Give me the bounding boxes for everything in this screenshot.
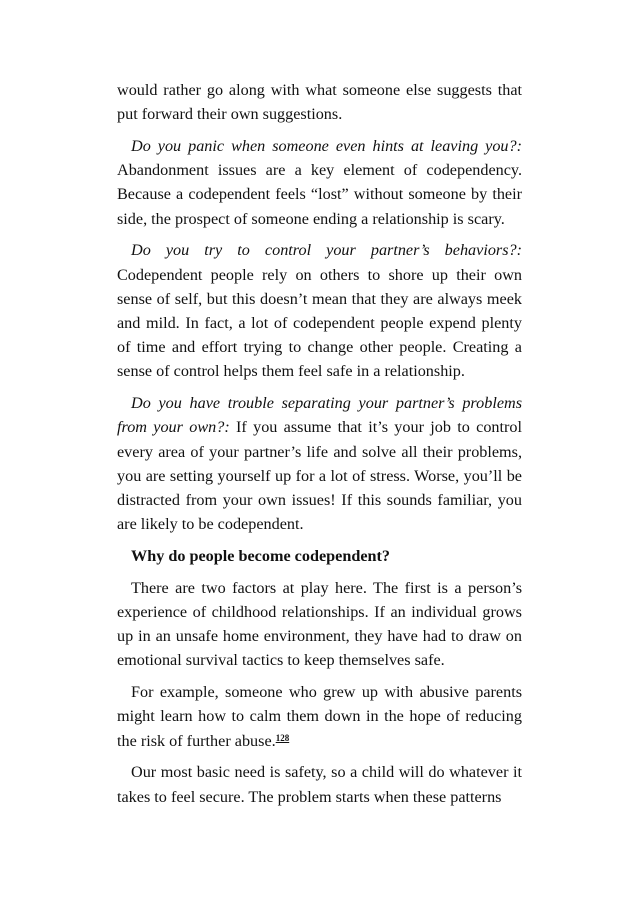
question-control: Do you try to control your partner’s behaviors?: — [131, 241, 522, 260]
section-heading: Why do people become codependent? — [131, 547, 390, 566]
paragraph-control-body: Codependent people rely on others to shore up their own sense of self, but this doesn’t mean that they are always meek and mild. In fact, a lot of codependent people expend plenty of time and effort trying to change other people. Creating a sense of control helps them feel safe in a relationship. — [117, 265, 522, 381]
paragraph-abandonment — [117, 134, 522, 231]
paragraph-control — [117, 238, 522, 383]
paragraph-abandonment-body: Abandonment issues are a key element of codependency. Because a codependent feels “lost” without someone by their side, the prospect of someone ending a relationship is scary. — [117, 161, 522, 228]
paragraph-separating-body: If you assume that it’s your job to control every area of your partner’s life and solve all their problems, you are setting yourself up for a lot of stress. Worse, you’ll be distracted from your own issues! If this sounds familiar, you are likely to be codependent. — [117, 418, 522, 534]
question-abandonment: Do you panic when someone even hints at leaving you?: — [131, 137, 522, 155]
paragraph-factors: There are two factors at play here. The first is a person’s experience of childhood relationships. If an individual grows up in an unsafe home environment, they have had to draw on emotional survival tactics to keep themselves safe. — [117, 578, 522, 670]
paragraph-example-body: For example, someone who grew up with abusive parents might learn how to calm them down in the hope of reducing the risk of further abuse. — [117, 683, 522, 750]
paragraph-example — [117, 680, 522, 753]
footnote-reference[interactable]: 128 — [275, 732, 290, 743]
question-separating: Do you have trouble separating your partner’s problems from your own?: — [117, 394, 522, 437]
paragraph-continuation: would rather go along with what someone else suggests that put forward their own suggestions. — [117, 81, 522, 124]
book-page — [117, 78, 522, 816]
paragraph-safety: Our most basic need is safety, so a child will do whatever it takes to feel secure. The problem starts when these patterns — [117, 763, 522, 806]
paragraph-separating — [117, 391, 522, 536]
